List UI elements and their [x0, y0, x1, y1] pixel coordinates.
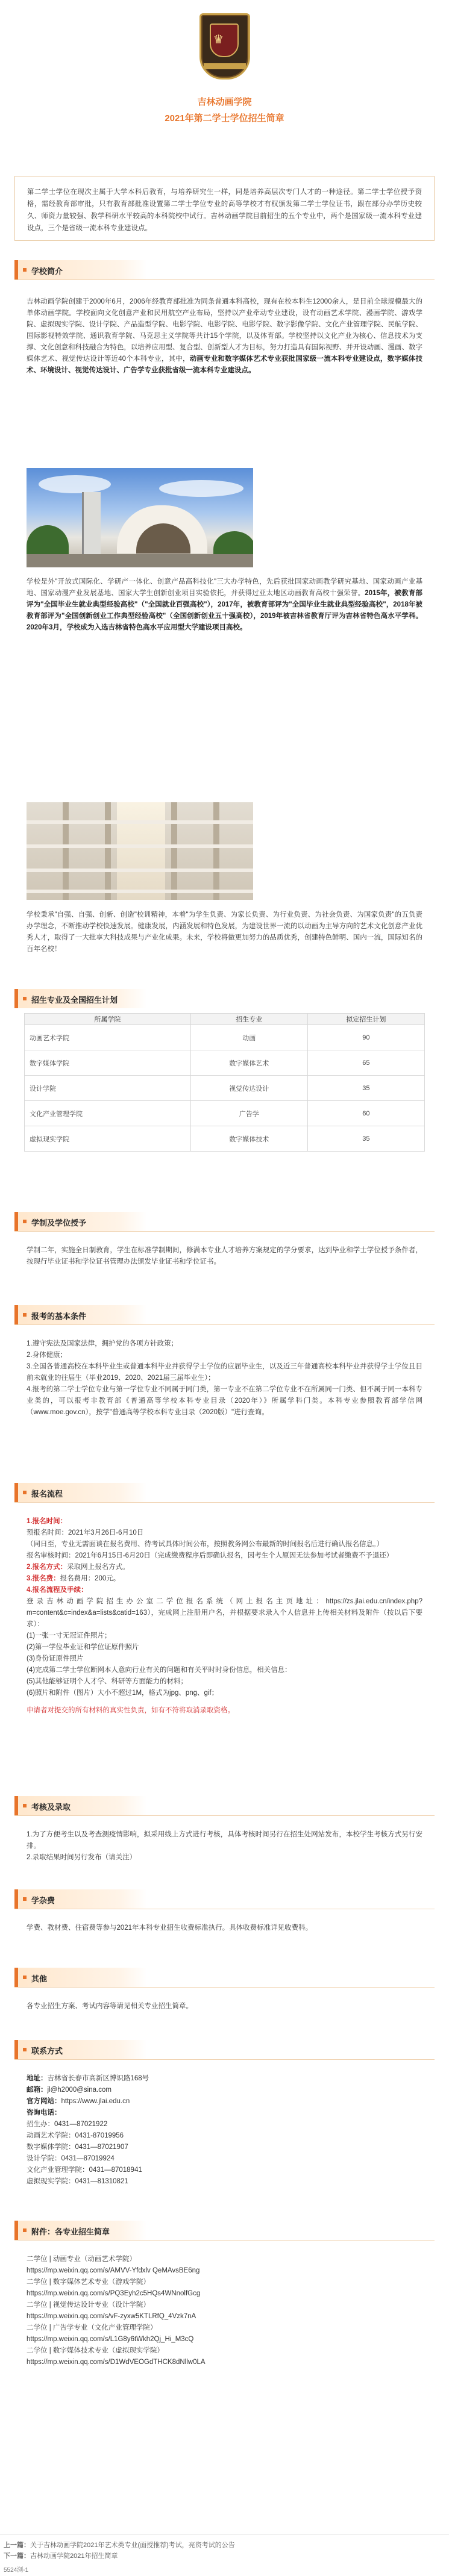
school-intro-paragraph-3: 学校秉承"自强、自强、创新、创造"校训精神，本着"为学生负责、为家长负责、为行业负责、为社会负责、为国家负责"的五负责办学理念，不断推动学校快速发展。健康发展，内涵发展和特色发展，为建设世界一流的以动画为主导方向的艺术文化创意产业优秀人才，取得了一大批享大科技成果与产业化成果。未来，学校将做更加努力的品质优秀，创建特色鲜明、国内一流，国际知名的百年名校！	[27, 911, 422, 953]
conditions-list	[27, 1338, 422, 1418]
section-bar	[14, 1483, 18, 1502]
condition-2: 2.身体健康；	[27, 1352, 68, 1359]
plan-college: 虚拟现实学院	[25, 1126, 191, 1152]
section-bar	[14, 2040, 18, 2059]
contact-addr-label: 地址：	[27, 2075, 48, 2082]
process-step4-title: 4.报名流程及手续：	[27, 1586, 88, 1594]
plan-count: 65	[307, 1050, 424, 1076]
section-bar	[14, 1212, 18, 1231]
section-divider	[14, 1502, 435, 1503]
plan-college: 文化产业管理学院	[25, 1101, 191, 1126]
section-title: 学校简介	[31, 267, 63, 276]
process-list-2: (2)第一学位毕业证和学位证原件照片	[27, 1644, 139, 1651]
section-square-icon	[23, 997, 27, 1000]
plan-major: 动画	[190, 1025, 307, 1050]
school-intro-p1: 吉林动画学院创建于2000年6月，2006年经教育部批准为同条普通本科高校，现有在校本科生12000余人，是目前全球规模最大的单体动画学院。学校面向文化创意产业和民用航空产业布局，坚持以产业牵动专业建设，设有动画艺术学院、漫画学院、游戏学院、虚拟现实学院、设计学院、产品造型学院、电影学院、电影学院、电影学院、数字影像学院、文化产业管理学院、民航学院、国际影视特效学院、通识教育学院、马克思主义学院等共计15个学院，以及体育部。学校坚持以文化产业为核心、信息技术为支撑、文化创意和科技融合为特色，以培养应用型、复合型、创新型人才为目标，努力打造具有国际视野、并开设动画、漫画、数字媒体艺术、视觉传达设计等近40个本科专业，其中，	[27, 298, 422, 363]
contact-web-label: 官方网站：	[27, 2098, 61, 2105]
section-header-other	[14, 1968, 147, 1987]
logo-band	[204, 63, 246, 69]
process-list-1: (1)一张一寸无冠证件照片；	[27, 1632, 111, 1639]
process-step1-line3: 报名审核时间：2021年6月15日-6月20日（完成缴费程序后即确认报名，因考生个人原因无法参加考试者缴费不予退还）	[27, 1552, 394, 1559]
plan-college: 设计学院	[25, 1076, 191, 1101]
table-row	[25, 1050, 425, 1076]
kaohe-line-1: 1.为了方便考生以及考查测疫情影响，拟采用线上方式进行考核，具体考核时间另行在招生处网站发布，本校学生考核方式另行安排。	[27, 1831, 422, 1850]
plan-table	[24, 1013, 425, 1152]
section-title: 考核及录取	[31, 1803, 71, 1812]
contact-phone: 招生办：0431—87021922	[27, 2121, 108, 2128]
attachments-block	[27, 2254, 422, 2368]
process-step3-text: 报名费用：200元。	[60, 1575, 121, 1582]
other-text: 各专业招生方案、考试内容等请见相关专业招生简章。	[27, 2003, 193, 2010]
table-row	[25, 1076, 425, 1101]
page-title: 2021年第二学士学位招生简章	[165, 113, 284, 123]
cloud-shape	[39, 475, 111, 493]
atrium-floor	[27, 890, 253, 893]
contact-block	[27, 2073, 422, 2188]
section-square-icon	[23, 2048, 27, 2051]
section-title: 其他	[31, 1974, 48, 1983]
plan-count: 60	[307, 1101, 424, 1126]
section-title: 报考的基本条件	[31, 1312, 87, 1321]
section-square-icon	[23, 1220, 27, 1223]
kaohe-block	[27, 1829, 422, 1863]
section-square-icon	[23, 2228, 27, 2232]
process-step2-title: 2.报名方式：	[27, 1564, 68, 1571]
section-header-kaohe	[14, 1796, 147, 1815]
school-logo-icon	[199, 13, 250, 80]
footer-next[interactable]	[4, 2551, 118, 2560]
footer-next-link[interactable]: 吉林动画学院2021年招生简章	[30, 2553, 118, 2560]
contact-phone: 动画艺术学院：0431-87019956	[27, 2132, 124, 2139]
condition-3: 3.全国各普通高校在本科毕业生或普通本科毕业并获得学士学位的应届毕业生，以及近三年普通高校本科毕业并获得学士学位且目前未就业的往届生（毕业2019、2020、2021届三届毕业生）；	[27, 1363, 422, 1382]
plan-major: 视觉传达设计	[190, 1076, 307, 1101]
attachment-title: 二学位 | 数字媒体技术专业（虚拟现实学院）	[27, 2347, 164, 2354]
footer-prev-label: 上一篇：	[4, 2542, 30, 2549]
crest-mark: ♛	[213, 32, 224, 46]
section-square-icon	[23, 268, 27, 272]
attachment-title: 二学位 | 视觉传达设计专业（设计学院）	[27, 2301, 150, 2309]
plan-header-count: 拟定招生计划	[307, 1014, 424, 1025]
contact-web-link[interactable]: https://www.jlai.edu.cn	[61, 2098, 130, 2105]
ground-shape	[27, 554, 253, 567]
school-intro-p1-bold: 动画专业和数字媒体艺术专业获批国家级一流本科专业建设点，数字媒体技术、环境设计、视觉传达设计、广告学专业获批省级一流本科专业建设点。	[27, 355, 422, 374]
page	[0, 13, 449, 2576]
section-header-conditions	[14, 1305, 147, 1324]
atrium-floor	[27, 869, 253, 872]
section-header-process	[14, 1483, 147, 1502]
section-header-xuezhi	[14, 1212, 147, 1231]
section-bar	[14, 1889, 18, 1909]
contact-email-label: 邮箱：	[27, 2086, 48, 2094]
attachment-link[interactable]: https://mp.weixin.qq.com/s/PQ3Eyh2c5HQs4WNnolfGcg	[27, 2290, 201, 2297]
section-square-icon	[23, 1976, 27, 1979]
section-bar	[14, 1968, 18, 1987]
atrium-column	[63, 802, 69, 900]
process-step4-text: 登录吉林动画学院招生办公室二学位报名系统（网上报名主页地址：https://zs.jlai.edu.cn/index.php?m=content&c=index&a=lists&catid=163），完成网上注册用户名，并根据要求录入个人信息并上传相关材料及附件（按以后下要求）：	[27, 1598, 422, 1628]
attachment-title: 二学位 | 动画专业（动画艺术学院）	[27, 2256, 136, 2263]
school-intro-paragraph-1	[27, 296, 422, 376]
section-bar	[14, 989, 18, 1008]
process-list-5: (5)其他能够证明个人才学、科研等方面能力的材料；	[27, 1678, 188, 1685]
attachment-title: 二学位 | 数字媒体艺术专业（游戏学院）	[27, 2278, 150, 2286]
contact-email[interactable]: jl@h2000@sina.com	[47, 2086, 111, 2094]
section-square-icon	[23, 1313, 27, 1317]
plan-major: 数字媒体技术	[190, 1126, 307, 1152]
section-bar	[14, 1796, 18, 1815]
fees-text: 学费、教材费、住宿费等参与2021年本科专业招生收费标准执行。具体收费标准详见收费科。	[27, 1924, 313, 1932]
table-row	[25, 1025, 425, 1050]
process-step1-line2: （同日至，专业无需面谈在报名费用、待考试具体时间公布，按照教务网公布最新的时间报名后进行确认报名信息。）	[27, 1541, 384, 1548]
contact-phone: 文化产业管理学院：0431—87018941	[27, 2166, 142, 2174]
xuezhi-text: 学制二年，实施全日制教育，学生在标准学制期间，修满本专业人才培养方案规定的学分要求，达到毕业和学士学位授予条件者，按现行毕业证书和学位证书管理办法颁发毕业证书和学位证书。	[27, 1247, 422, 1265]
intro-card	[14, 176, 435, 241]
section-bar	[14, 1305, 18, 1324]
attachment-title: 二学位 | 广告学专业（文化产业管理学院）	[27, 2324, 157, 2331]
plan-count: 35	[307, 1076, 424, 1101]
section-header-attachments	[14, 2221, 147, 2240]
section-header-fees	[14, 1889, 147, 1909]
header	[0, 13, 449, 176]
process-step1-line1: 预报名时间：2021年3月26日-6月10日	[27, 1529, 144, 1536]
table-row	[25, 1101, 425, 1126]
atrium-column	[213, 802, 219, 900]
process-list-3: (3)身份证原件照片	[27, 1655, 84, 1662]
attachment-link[interactable]: https://mp.weixin.qq.com/s/vF-zyxw5KTLRfQ_4Vzk7nA	[27, 2313, 196, 2320]
contact-addr: 吉林省长春市高新区博识路168号	[47, 2075, 149, 2082]
section-bar	[14, 260, 18, 279]
footer-next-label: 下一篇：	[4, 2553, 30, 2560]
section-title: 学杂费	[31, 1896, 55, 1905]
section-header-contact	[14, 2040, 147, 2059]
process-step1-title: 1.报名时间：	[27, 1518, 68, 1525]
campus-tower-shape	[82, 492, 101, 555]
kaohe-line-2: 2.录取结果时间另行发布（请关注）	[27, 1854, 137, 1861]
section-title: 附件：各专业招生简章	[31, 2227, 110, 2236]
plan-header-college: 所属学院	[25, 1014, 191, 1025]
plan-major: 数字媒体艺术	[190, 1050, 307, 1076]
cloud-shape	[159, 480, 243, 497]
plan-count: 35	[307, 1126, 424, 1152]
attachment-link[interactable]: https://mp.weixin.qq.com/s/AMVV-Yfdxlv QeMAvsBE6ng	[27, 2267, 200, 2274]
section-divider	[14, 1987, 435, 1988]
contact-phone: 数字媒体学院：0431—87021907	[27, 2144, 128, 2151]
section-divider	[14, 1231, 435, 1232]
section-title: 招生专业及全国招生计划	[31, 996, 118, 1005]
process-list-4: (4)完成第二学士学位断网本人意向行业有关的问题和有关平时时身份信息，相关信息：	[27, 1667, 292, 1674]
section-title: 学制及学位授予	[31, 1218, 87, 1227]
footer-prev-link[interactable]: 关于吉林动画学院2021年艺术类专业(面授推荐)考试，亮资考试的公告	[30, 2542, 235, 2549]
plan-college: 数字媒体学院	[25, 1050, 191, 1076]
atrium-light	[117, 802, 165, 900]
process-block	[27, 1516, 422, 1717]
condition-4: 4.报考的第二学士学位专业与第一学位专业不同属于同门类，第一专业不在第二学位专业不在所属同一门类、但不属于同一本科专业类的，可以报考非教育部《普通高等学校本科专业目录（2020年）》所属学科门类。本科专业参照教育部学信网（www.moe.gov.cn），按学"普通高等学校本科专业目录（2020版）"进行查询。	[27, 1386, 422, 1416]
section-square-icon	[23, 1804, 27, 1807]
atrium-column	[171, 802, 177, 900]
process-note: 申请者对提交的所有材料的真实性负责，如有不符将取消录取资格。	[27, 1707, 234, 1714]
section-divider	[14, 1324, 435, 1325]
process-step2-text: 采取网上报名方式。	[67, 1564, 130, 1571]
plan-header-major: 招生专业	[190, 1014, 307, 1025]
campus-photo-1	[27, 468, 253, 567]
attachment-link[interactable]: https://mp.weixin.qq.com/s/D1WdVEOGdTHCK8dNllw0LA	[27, 2359, 206, 2366]
section-divider	[14, 2240, 435, 2241]
contact-phone: 设计学院：0431—87019924	[27, 2155, 115, 2162]
section-square-icon	[23, 1491, 27, 1494]
plan-college: 动画艺术学院	[25, 1025, 191, 1050]
view-counter: 5524浏-1	[4, 2567, 29, 2574]
intro-text: 第二学士学位在现次主属于大学本科后教育，与培养研究生一样，同是培养高层次专门人才的一种途径。第二学士学位授予资格，需经教育部审批，只有教育部批准设置第二学士学位专业的高等学校才有权颁发第二学士学位证书，跟在部分办学历史较久、师资力量较强、教学科研水平较高的本科院校中试行。吉林动画学院目前招生的五个专业中，两个是国家级一流本科专业建设点，三个是省级一流本科专业建设点。	[27, 189, 422, 232]
plan-table-header-row	[25, 1014, 425, 1025]
school-intro-paragraph-2	[27, 576, 422, 634]
process-step3-title: 3.报名费：	[27, 1575, 60, 1582]
atrium-floor	[27, 820, 253, 824]
atrium-floor	[27, 844, 253, 848]
atrium-column	[105, 802, 111, 900]
school-name: 吉林动画学院	[197, 97, 252, 107]
process-list-6: (6)照片和附件（图片）大小不超过1M，格式为jpg、png、gif；	[27, 1689, 219, 1697]
contact-phone: 虚拟现实学院：0431—81310821	[27, 2178, 128, 2185]
school-intro-p2: 学校是外"开放式国际化、学研产一体化、创意产品高科技化"三大办学特色，先后获批国家动画教学研究基地、国家动画产业基地、国家动漫产业发展基地、国家大学生创新创业项目实验依托，并获得过亚太地区动画教育高校十强荣誉。	[27, 578, 422, 597]
campus-photo-2	[27, 802, 253, 900]
section-bar	[14, 2221, 18, 2240]
table-row	[25, 1126, 425, 1152]
section-divider	[14, 279, 435, 280]
section-header-plan	[14, 989, 147, 1008]
section-header-school-intro	[14, 260, 147, 279]
section-divider	[14, 2059, 435, 2060]
section-square-icon	[23, 1897, 27, 1901]
footer-prev[interactable]	[4, 2540, 235, 2549]
plan-count: 90	[307, 1025, 424, 1050]
attachment-link[interactable]: https://mp.weixin.qq.com/s/L1G8y6tWkh2Qj_Hi_M3cQ	[27, 2336, 194, 2343]
section-title: 联系方式	[31, 2047, 63, 2056]
school-intro-p2-bold: 2015年，被教育部评为"全国毕业生就业典型经验高校"（"全国就业百强高校"），2017年，被教育部评为"全国毕业生就业典型经验高校"，2018年被教育部评为"全国创新创业工作典型经验高校"（全国创新创业五十强高校），2019年被吉林省教育厅评为吉林省特色高水平学科。2020年3月，学校成为入选吉林省特色高水平应用型大学建设项目高校。	[27, 590, 422, 631]
section-title: 报名流程	[31, 1489, 63, 1499]
plan-major: 广告学	[190, 1101, 307, 1126]
condition-1: 1.遵守宪法及国家法律，拥护党的各项方针政策；	[27, 1340, 178, 1347]
contact-phone-title: 咨询电话：	[27, 2109, 61, 2116]
section-divider	[14, 1815, 435, 1816]
